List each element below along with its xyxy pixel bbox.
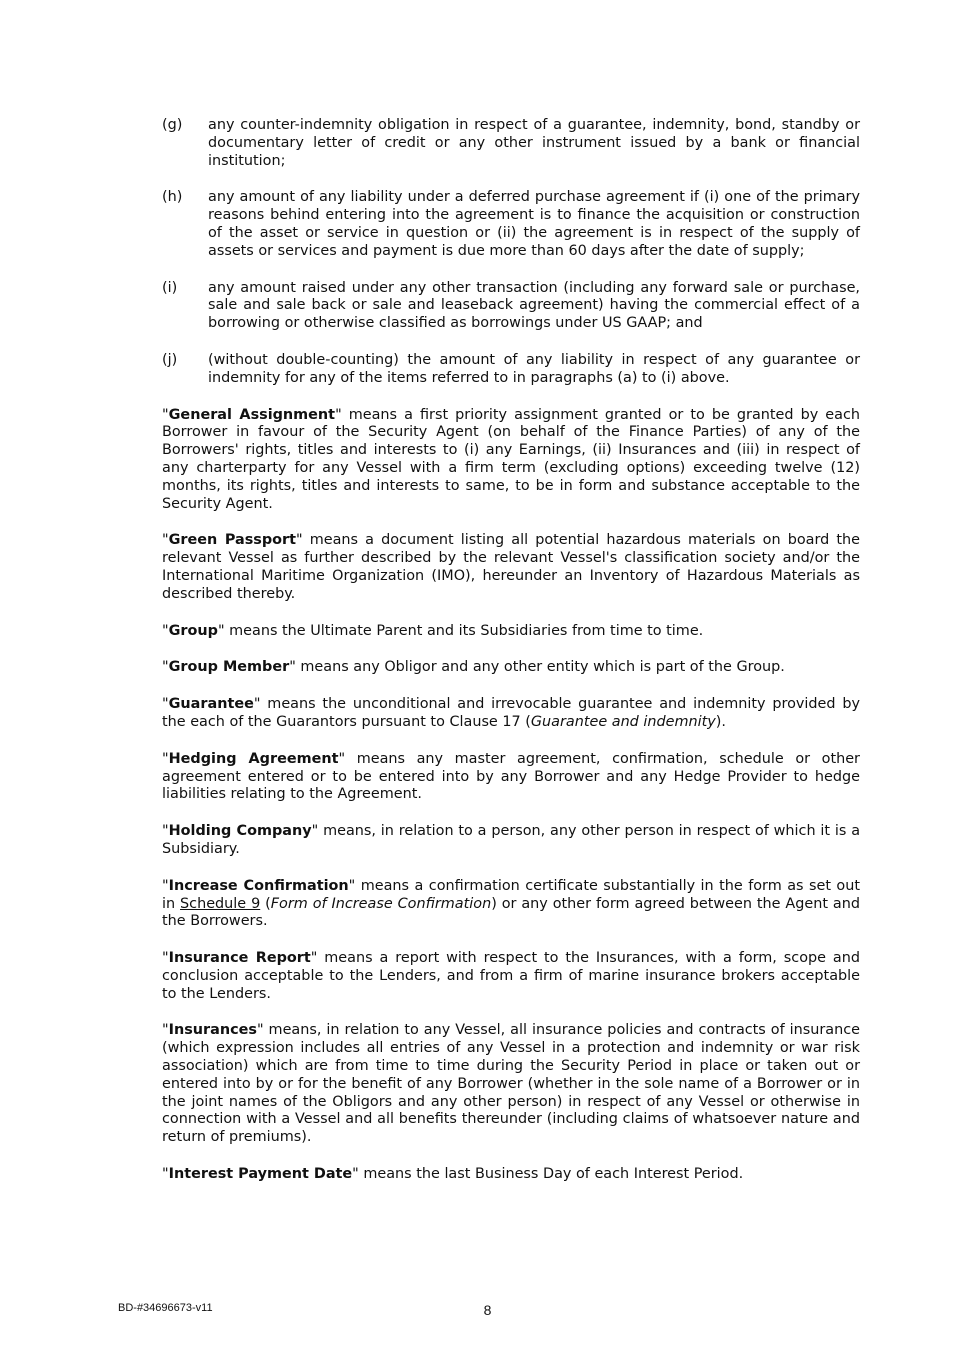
definition-green-passport: "Green Passport" means a document listing all potential hazardous materials on board the relevant Vessel as further described by the relevant Vessel's classification society and/or the International Maritime Organization (IMO), hereunder an Inventory of Hazardous Materials as described thereby. [162, 532, 860, 602]
defined-term: Green Passport [168, 532, 297, 549]
defined-term: Guarantee [168, 696, 254, 713]
list-item [162, 189, 860, 260]
definition-group-member: "Group Member" means any Obligor and any other entity which is part of the Group. [162, 659, 785, 676]
definition-group: "Group" means the Ultimate Parent and its Subsidiaries from time to time. [162, 622, 704, 639]
defined-term: Insurance Report [168, 950, 311, 967]
definition-insurance-report: "Insurance Report" means a report with respect to the Insurances, with a form, scope and conclusion acceptable to the Lenders, and from a firm of marine insurance brokers acceptable to the Lenders. [162, 950, 860, 1002]
item-text: any amount raised under any other transaction (including any forward sale or purchase, sale and sale back or sale and leaseback agreement) having the commercial effect of a borrowing or otherwise classified as borrowings under US GAAP; and [208, 279, 860, 332]
document-body [162, 117, 860, 1203]
item-text: any counter-indemnity obligation in respect of a guarantee, indemnity, bond, standby or documentary letter of credit or any other instrument issued by a bank or financial institution; [208, 117, 860, 169]
definition-text: " means, in relation to any Vessel, all insurance policies and contracts of insurance (which expression includes all entries of any Vessel in a protection and indemnity or war risk association) which are from time to time during the Security Period in place or taken out or entered into by or for the benefit of any Borrower (whether in the sole name of a Borrower or in the joint names of the Obligors and any other person) in respect of any Vessel or otherwise in connection with a Vessel and all benefits thereunder (including claims of whatsoever nature and return of premiums). [162, 1022, 860, 1146]
definition-insurances: "Insurances" means, in relation to any Vessel, all insurance policies and contracts of insurance (which expression includes all entries of any Vessel in a protection and indemnity or war risk association) which are from time to time during the Security Period in place or taken out or entered into by or for the benefit of any Borrower (whether in the sole name of a Borrower or in the joint names of the Obligors and any other person) in respect of any Vessel or otherwise in connection with a Vessel and all benefits thereunder (including claims of whatsoever nature and return of premiums). [162, 1022, 860, 1146]
definition-text: " means the Ultimate Parent and its Subsidiaries from time to time. [217, 622, 704, 639]
list-item [162, 352, 860, 388]
definition-guarantee: "Guarantee" means the unconditional and irrevocable guarantee and indemnity provided by the each of the Guarantors pursuant to Clause 17 (Guarantee and indemnity). [162, 696, 860, 730]
definition-text: " means, in relation to a person, any other person in respect of which it is a Subsidiary. [162, 823, 861, 857]
definition-text: " means any master agreement, confirmation, schedule or other agreement entered or to be entered into by any Borrower and any Hedge Provider to hedge liabilities relating to the Agreement. [162, 750, 860, 803]
document-reference: BD-#34696673-v11 [118, 1302, 213, 1314]
page-number: 8 [483, 1302, 492, 1318]
clause-title: Guarantee and indemnity [530, 713, 716, 730]
definition-holding-company: "Holding Company" means, in relation to a person, any other person in respect of which it is a Subsidiary. [162, 823, 861, 857]
definition-text: ) or any other form agreed between the Agent and the Borrowers. [162, 895, 860, 930]
definition-text: " means a report with respect to the Insurances, with a form, scope and conclusion acceptable to the Lenders, and from a firm of marine insurance brokers acceptable to the Lenders. [162, 950, 860, 1002]
definition-text: " means a confirmation certificate substantially in the form as set out in [162, 877, 860, 912]
definition-hedging-agreement: "Hedging Agreement" means any master agreement, confirmation, schedule or other agreement entered or to be entered into by any Borrower and any Hedge Provider to hedge liabilities relating to the Agreement. [162, 750, 860, 803]
item-text: any amount of any liability under a deferred purchase agreement if (i) one of the primary reasons behind entering into the agreement is to finance the acquisition or construction of the asset or service in question or (ii) the agreement is in respect of the supply of assets or services and payment is due more than 60 days after the date of supply; [208, 189, 860, 259]
defined-term: Group [168, 622, 218, 639]
schedule-link[interactable]: Schedule 9 [180, 895, 261, 912]
definition-text: ). [715, 713, 726, 730]
item-label: (g) [162, 117, 183, 133]
defined-term: Group Member [168, 659, 290, 676]
definition-text: " means any Obligor and any other entity which is part of the Group. [289, 659, 785, 676]
definition-increase-confirmation: "Increase Confirmation" means a confirmation certificate substantially in the form as set out in Schedule 9 (Form of Increase Confirmation) or any other form agreed between the Agent and the Borrowers. [162, 877, 860, 930]
defined-term: Insurances [168, 1022, 257, 1039]
definition-general-assignment: "General Assignment" means a first priority assignment granted or to be granted by each Borrower in favour of the Security Agent (on behalf of the Finance Parties) of any of the Borrowers' rights, titles and interests to (i) any Earnings, (ii) Insurances and (iii) in respect of any charterparty for any Vessel with a firm term (excluding options) exceeding twelve (12) months, its rights, titles and interests to same, to be in form and substance acceptable to the Security Agent. [162, 406, 860, 512]
defined-term: General Assignment [168, 406, 336, 423]
schedule-title: Form of Increase Confirmation [270, 895, 492, 912]
item-label: (i) [162, 279, 178, 296]
defined-term: Increase Confirmation [168, 877, 349, 894]
definition-interest-payment-date: "Interest Payment Date" means the last Business Day of each Interest Period. [162, 1166, 744, 1183]
definition-text: " means the unconditional and irrevocable guarantee and indemnity provided by the each of the Guarantors pursuant to Clause 17 ( [162, 696, 860, 730]
list-item [162, 280, 860, 333]
list-item [162, 117, 860, 170]
item-label: (h) [162, 189, 183, 206]
defined-term: Holding Company [168, 823, 312, 840]
definition-text: " means the last Business Day of each Interest Period. [352, 1166, 744, 1183]
definition-text: " means a document listing all potential hazardous materials on board the relevant Vessel as further described by the relevant Vessel's classification society and/or the International Maritime Organization (IMO), hereunder an Inventory of Hazardous Materials as described thereby. [162, 532, 860, 602]
item-label: (j) [162, 351, 178, 368]
definition-text: " means a first priority assignment granted or to be granted by each Borrower in favour of the Security Agent (on behalf of the Finance Parties) of any of the Borrowers' rights, titles and interests to (i) any Earnings, (ii) Insurances and (iii) in respect of any charterparty for any Vessel with a firm term (excluding options) exceeding twelve (12) months, its rights, titles and interests to same, to be in form and substance acceptable to the Security Agent. [162, 406, 860, 512]
defined-term: Interest Payment Date [168, 1166, 353, 1183]
definition-text: ( [260, 895, 271, 912]
item-text: (without double-counting) the amount of any liability in respect of any guarantee or indemnity for any of the items referred to in paragraphs (a) to (i) above. [208, 351, 860, 386]
defined-term: Hedging Agreement [168, 750, 339, 767]
